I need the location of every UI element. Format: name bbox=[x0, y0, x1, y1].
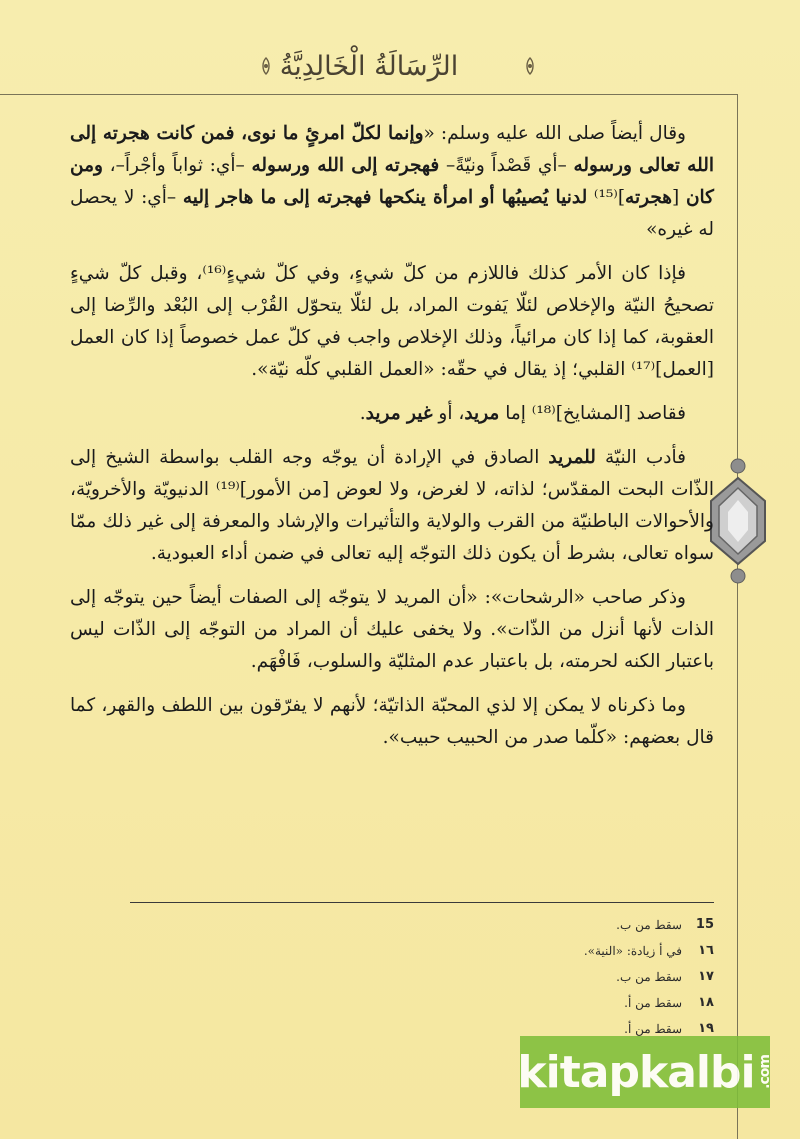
body-text: فأدب النيّة bbox=[595, 447, 686, 468]
hadith-bold-text: هجرته bbox=[625, 187, 673, 208]
hadith-bold-text: ومن كان bbox=[70, 155, 714, 208]
running-header bbox=[0, 38, 738, 94]
paragraph bbox=[70, 442, 714, 570]
hadith-bold-text: لدنيا يُصيبُها أو امرأة ينكحها فهجرته إلى ما هاجر إليه bbox=[182, 187, 588, 208]
ornament-left-icon bbox=[256, 56, 276, 76]
hadith-bold-text: مريد bbox=[464, 403, 500, 424]
page-title: الرِّسَالَةُ الْخَالِدِيَّةُ bbox=[279, 50, 459, 82]
footnote: ١٧ سقط من ب. bbox=[616, 969, 714, 984]
footnote: ١٩ سقط من أ. bbox=[624, 1021, 714, 1036]
body-text: فإذا كان الأمر كذلك فاللازم من كلّ شيءٍ، وفي كلّ شيءٍ⁽¹⁶⁾، وقبل كلّ شيءٍ تصحيحُ النيّة والإخلاص لئلّا يَفوت المراد، بل لئلّا يتحوّل القُرْب إلى البُعْد والرِّضا إلى العقوبة، كما إذا كان مرائياً، وذلك الإخلاص واجب في كلّ عمل خصوصاً إذا كان العمل [العمل]⁽¹⁷⁾ القلبي؛ إذ يقال في حقّه: «العمل القلبي كلّه نيّة». bbox=[70, 263, 714, 380]
paragraph bbox=[70, 118, 714, 246]
watermark-logo: kitapkalbi .com bbox=[520, 1036, 770, 1108]
footnote: ١٨ سقط من أ. bbox=[624, 995, 714, 1010]
body-text: وما ذكرناه لا يمكن إلا لذي المحبّة الذاتيّة؛ لأنهم لا يفرّقون بين اللطف والقهر، كما قال بعضهم: «كلّما صدر من الحبيب حبيب». bbox=[70, 695, 714, 748]
body-text: ]⁽¹⁵⁾ bbox=[587, 187, 626, 208]
side-frame-rule bbox=[737, 94, 738, 1139]
header-rule bbox=[0, 94, 738, 95]
hadith-bold-text: للمريد bbox=[548, 447, 596, 468]
body-text: وقال أيضاً صلى الله عليه وسلم: « bbox=[423, 123, 686, 144]
body-text: فقاصد [المشايخ]⁽¹⁸⁾ إما bbox=[499, 403, 686, 424]
footnotes bbox=[130, 912, 714, 1042]
body-text: وذكر صاحب «الرشحات»: «أن المريد لا يتوجّه إلى الصفات أيضاً حين يتوجّه إلى الذات لأنها أنزل من الذّات». ولا يخفى عليك أن المراد من التوجّه إلى الذّات ليس باعتبار الكنه لحرمته، بل باعتبار عدم المثليّة والسلوب، فَافْهَم. bbox=[70, 587, 714, 672]
ornament-right-icon bbox=[520, 56, 540, 76]
footnote-separator bbox=[130, 902, 714, 903]
body-text: –أي قَصْداً ونيّةً– bbox=[439, 155, 574, 176]
body-text: –أي: لا يحصل له غيره» bbox=[70, 187, 714, 240]
body-text: [ bbox=[672, 187, 686, 208]
hadith-bold-text: فهجرته إلى الله ورسوله bbox=[251, 155, 440, 176]
body-text: الصادق في الإرادة أن يوجّه وجه القلب بواسطة الشيخ إلى الذّات البحت المقدّس؛ لذاته، لا لغرض، ولا لعوض [من الأمور]⁽¹⁹⁾ الدنيويّة والأخرويّة، والأحوالات الباطنيّة من القرب والولاية والتأثيرات والإرشاد والمعرفة إلى غير ذلك ممّا سواه تعالى، بشرط أن يكون ذلك التوجّه إليه تعالى في ضمن أداء العبودية. bbox=[70, 447, 715, 564]
paragraph bbox=[70, 398, 714, 430]
body-text: –أي: ثواباً وأجْراً–، bbox=[102, 155, 252, 176]
paragraph bbox=[70, 258, 714, 386]
paragraph bbox=[70, 582, 714, 678]
paragraph bbox=[70, 690, 714, 754]
hadith-bold-text: وإنما لكلّ امرئٍ ما نوى، فمن كانت هجرته إلى الله تعالى ورسوله bbox=[70, 123, 714, 176]
footnote: ١٦ في أ زيادة: «النية». bbox=[583, 943, 714, 958]
body-text: . bbox=[359, 403, 366, 424]
main-text bbox=[70, 118, 714, 766]
hadith-bold-text: غير مريد bbox=[365, 403, 433, 424]
footnote: 15 سقط من ب. bbox=[616, 917, 714, 932]
body-text: ، أو bbox=[432, 403, 465, 424]
